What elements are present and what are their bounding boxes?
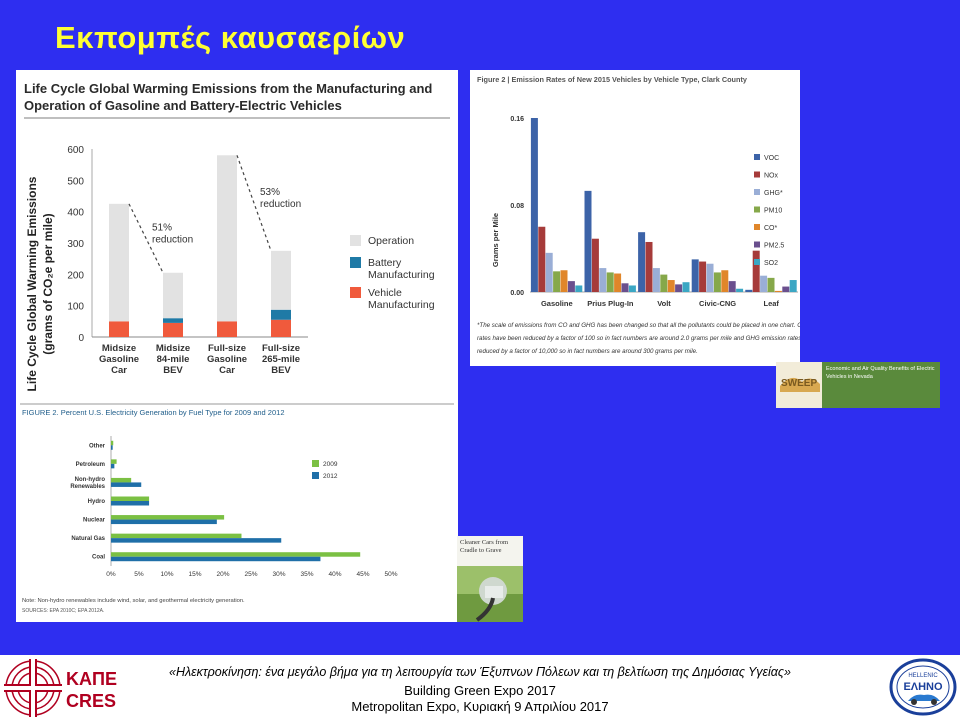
chart3-bar bbox=[692, 259, 699, 292]
chart3-ytick-label: 0.00 bbox=[510, 290, 524, 297]
chart3-note-line: reduced by a factor of 10,000 so in fact numbers are around 300 grams per mile. bbox=[477, 348, 698, 355]
chart2-bar bbox=[111, 459, 117, 464]
footer-event-title: «Ηλεκτροκίνηση: ένα μεγάλο βήμα για τη λειτουργία των Έξυπνων Πόλεων και τη βελτίωση της Δημόσιας Υγείας» bbox=[169, 665, 791, 679]
slide-title: Εκπομπές καυσαερίων bbox=[55, 20, 406, 55]
chart3-bar bbox=[782, 287, 789, 292]
chart3-bar bbox=[538, 227, 545, 292]
chart3-bar bbox=[775, 291, 782, 292]
chart2-category-label: Renewables bbox=[70, 483, 105, 490]
chart3-legend-label: CO* bbox=[764, 225, 778, 232]
chart3-note-line: *The scale of emissions from CO and GHG has been changed so that all the pollutants could be placed in one chart. CO emission bbox=[477, 322, 800, 329]
chart1-reduction-annotation: reduction bbox=[152, 234, 194, 246]
chart1-category-label: BEV bbox=[163, 365, 183, 376]
chart1-ylabel-line1: Life Cycle Global Warming Emissions bbox=[25, 176, 39, 392]
chart2-category-label: Non-hydro bbox=[74, 476, 105, 483]
chart3-bar bbox=[753, 251, 760, 292]
sweep-logo-text: SWEEP bbox=[781, 378, 818, 389]
chart1-category-label: BEV bbox=[271, 365, 291, 376]
chart2-category-label: Coal bbox=[91, 554, 105, 561]
chart1-bar-segment bbox=[163, 273, 183, 318]
chart2-bar bbox=[111, 534, 241, 539]
chart3-bar bbox=[568, 281, 575, 292]
chart1-legend-swatch bbox=[350, 257, 361, 268]
chart2-xtick-label: 0% bbox=[106, 571, 116, 578]
chart3-bar bbox=[707, 264, 714, 292]
chart3-legend-label: VOC bbox=[764, 155, 780, 162]
chart2-bar bbox=[111, 557, 320, 562]
chart3-bar bbox=[592, 239, 599, 292]
chart3-bar bbox=[653, 268, 660, 292]
chart2-xtick-label: 5% bbox=[134, 571, 144, 578]
chart3-legend-swatch bbox=[754, 189, 760, 195]
chart3-bar bbox=[729, 281, 736, 292]
chart3-bar bbox=[683, 282, 690, 292]
chart3-bar bbox=[614, 274, 621, 292]
chart3-category-label: Leaf bbox=[763, 299, 779, 308]
chart3-legend-label: NOx bbox=[764, 172, 778, 180]
chart1-category-label: Gasoline bbox=[206, 354, 248, 365]
chart2-category-label: Hydro bbox=[87, 499, 105, 505]
chart2-xtick-label: 15% bbox=[188, 571, 202, 578]
chart2-bar bbox=[111, 445, 113, 450]
chart3-bar bbox=[736, 289, 743, 292]
chart2-xtick-label: 45% bbox=[356, 571, 370, 578]
chart1-ytick-label: 200 bbox=[67, 270, 84, 282]
chart3-bar bbox=[575, 285, 582, 292]
chart1-ytick-label: 400 bbox=[67, 207, 84, 219]
chart2-legend-label: 2012 bbox=[323, 473, 338, 480]
chart2-bar bbox=[111, 478, 131, 483]
chart3-legend-swatch bbox=[754, 259, 760, 265]
chart3-bar bbox=[561, 270, 568, 292]
chart1-category-label: Car bbox=[111, 365, 127, 376]
footer-expo-name: Building Green Expo 2017 bbox=[404, 683, 556, 698]
eliino-logo-subtext: HELLENIC bbox=[908, 673, 938, 679]
sweep-report-cover bbox=[776, 362, 940, 408]
chart2-bar bbox=[111, 520, 217, 525]
chart1-ytick-label: 500 bbox=[67, 176, 84, 188]
chart2-xtick-label: 20% bbox=[216, 571, 230, 578]
chart3-bar bbox=[721, 270, 728, 292]
chart3-category-label: Civic-CNG bbox=[699, 299, 737, 308]
chart1-category-label: Full-size bbox=[261, 343, 301, 354]
chart2-bar bbox=[111, 552, 360, 557]
chart3-title: Figure 2 | Emission Rates of New 2015 Vehicles by Vehicle Type, Clark County bbox=[477, 75, 747, 84]
chart2-xtick-label: 50% bbox=[384, 571, 398, 578]
chart3-legend-label: PM2.5 bbox=[764, 242, 785, 250]
chart3-bar bbox=[660, 275, 667, 292]
chart1-legend-label: Manufacturing bbox=[368, 269, 435, 281]
chart3-bar bbox=[607, 272, 614, 292]
chart2-bar bbox=[111, 515, 224, 520]
book-cover-thumbnail bbox=[457, 536, 523, 622]
sweep-report-title: Economic and Air Quality Benefits of Electric Vehicles in Nevada bbox=[826, 366, 935, 381]
chart3-legend-swatch bbox=[754, 242, 760, 248]
chart3-category-label: Prius Plug-In bbox=[587, 299, 634, 308]
chart1-category-label: Full-size bbox=[207, 343, 247, 354]
emission-rates-chart bbox=[470, 70, 800, 366]
chart2-bar bbox=[111, 464, 114, 469]
chart1-title-line2: Operation of Gasoline and Battery-Electric Vehicles bbox=[24, 98, 342, 113]
chart1-legend-label: Vehicle bbox=[368, 287, 402, 299]
chart1-bar-segment bbox=[163, 318, 183, 323]
chart1-legend-swatch bbox=[350, 287, 361, 298]
chart3-bar bbox=[760, 276, 767, 292]
chart3-bar bbox=[745, 290, 752, 292]
chart3-legend-swatch bbox=[754, 224, 760, 230]
chart3-legend-swatch bbox=[754, 207, 760, 213]
chart3-ytick-label: 0.16 bbox=[510, 116, 524, 123]
chart1-legend-label: Battery bbox=[368, 257, 402, 269]
chart3-category-label: Volt bbox=[657, 299, 671, 308]
chart2-category-label: Other bbox=[88, 443, 105, 450]
chart1-bar-segment bbox=[217, 155, 237, 321]
chart3-bar bbox=[668, 280, 675, 292]
chart3-legend-label: PM10 bbox=[764, 207, 783, 215]
chart2-category-label: Petroleum bbox=[75, 461, 105, 468]
chart1-category-label: 265-mile bbox=[261, 354, 301, 365]
chart1-ytick-label: 100 bbox=[67, 301, 84, 313]
chart1-reduction-annotation: 51% bbox=[152, 222, 173, 234]
chart3-bar bbox=[622, 283, 629, 292]
chart1-category-label: Gasoline bbox=[98, 354, 140, 365]
chart2-category-label: Nuclear bbox=[82, 517, 105, 524]
book-title: Cleaner Cars from Cradle to Grave bbox=[460, 539, 509, 555]
chart1-reduction-annotation: 53% bbox=[260, 187, 281, 199]
eliino-logo-text: ΕΛΗΝΟ bbox=[903, 681, 943, 693]
chart2-xtick-label: 30% bbox=[272, 571, 286, 578]
chart1-bar-segment bbox=[109, 321, 129, 337]
chart3-bar bbox=[546, 253, 553, 292]
emission-rates-panel bbox=[470, 70, 800, 366]
chart1-legend-label: Operation bbox=[368, 235, 415, 247]
chart1-ytick-label: 300 bbox=[67, 239, 84, 250]
chart1-bar-segment bbox=[271, 320, 291, 337]
chart3-bar bbox=[531, 118, 538, 292]
chart3-bar bbox=[599, 268, 606, 292]
chart3-legend-swatch bbox=[754, 172, 760, 178]
chart1-title-line1: Life Cycle Global Warming Emissions from the Manufacturing and bbox=[24, 81, 433, 96]
chart3-bar bbox=[675, 284, 682, 292]
chart3-ylabel: Grams per Mile bbox=[491, 212, 500, 268]
footer-expo-date: Metropolitan Expo, Κυριακή 9 Απριλίου 2017 bbox=[351, 699, 609, 714]
chart1-bar-segment bbox=[109, 204, 129, 321]
chart2-xtick-label: 10% bbox=[160, 571, 174, 578]
chart2-xtick-label: 40% bbox=[328, 571, 342, 578]
chart2-legend-swatch bbox=[312, 472, 319, 479]
chart2-category-label: Natural Gas bbox=[71, 536, 105, 543]
chart3-bar bbox=[790, 280, 797, 292]
chart3-bar bbox=[638, 232, 645, 292]
chart3-ytick-label: 0.08 bbox=[510, 203, 524, 210]
chart3-bar bbox=[646, 242, 653, 292]
chart2-legend-swatch bbox=[312, 460, 319, 467]
slide-footer bbox=[0, 655, 960, 720]
lifecycle-emissions-chart bbox=[16, 70, 458, 400]
kape-logo-text: ΚΑΠΕ bbox=[66, 669, 118, 689]
chart3-bar bbox=[585, 191, 592, 292]
chart1-bar-segment bbox=[163, 323, 183, 337]
chart2-note: Note: Non-hydro renewables include wind, solar, and geothermal electricity generation. bbox=[22, 598, 245, 604]
charging-plug-image bbox=[457, 536, 523, 622]
chart2-xtick-label: 35% bbox=[300, 571, 314, 578]
electricity-generation-chart bbox=[16, 400, 458, 622]
chart3-note-line: rates have been reduced by a factor of 100 so in fact numbers are around 2.0 grams per mile and GHG emission rates have been bbox=[477, 335, 800, 342]
chart2-legend-label: 2009 bbox=[323, 461, 338, 468]
chart2-bar bbox=[111, 538, 281, 543]
chart1-legend-swatch bbox=[350, 235, 361, 246]
chart1-category-label: Midsize bbox=[101, 343, 137, 354]
chart3-category-label: Gasoline bbox=[540, 299, 573, 308]
chart2-bar bbox=[111, 482, 141, 487]
chart1-bar-segment bbox=[271, 310, 291, 320]
chart1-category-label: Car bbox=[219, 365, 235, 376]
chart1-ylabel-line2: (grams of CO₂e per mile) bbox=[41, 213, 55, 355]
chart2-xtick-label: 25% bbox=[244, 571, 258, 578]
chart3-legend-swatch bbox=[754, 154, 760, 160]
chart3-legend-label: SO2 bbox=[764, 260, 779, 267]
chart1-category-label: 84-mile bbox=[156, 354, 190, 365]
chart1-category-label: Midsize bbox=[155, 343, 191, 354]
lifecycle-emissions-panel bbox=[16, 70, 458, 400]
chart1-reduction-annotation: reduction bbox=[260, 199, 302, 211]
chart1-ytick-label: 0 bbox=[78, 333, 84, 344]
chart1-bar-segment bbox=[217, 321, 237, 337]
chart2-bar bbox=[111, 501, 149, 506]
chart2-bar bbox=[111, 497, 149, 502]
chart1-bar-segment bbox=[271, 251, 291, 310]
sweep-report-thumbnail bbox=[776, 362, 940, 408]
electricity-generation-panel bbox=[16, 400, 458, 622]
chart3-bar bbox=[699, 262, 706, 292]
chart2-title: FIGURE 2. Percent U.S. Electricity Generation by Fuel Type for 2009 and 2012 bbox=[22, 408, 285, 417]
chart2-bar bbox=[111, 441, 113, 446]
chart3-bar bbox=[768, 278, 775, 292]
chart3-bar bbox=[553, 271, 560, 292]
chart2-sources: SOURCES: EPA 2010C; EPA 2012A. bbox=[22, 608, 105, 614]
chart3-bar bbox=[714, 272, 721, 292]
cres-logo-text: CRES bbox=[66, 691, 117, 711]
eliino-logo bbox=[888, 657, 958, 717]
chart1-ytick-label: 600 bbox=[67, 145, 84, 156]
chart3-legend-label: GHG* bbox=[764, 190, 783, 197]
chart3-bar bbox=[629, 285, 636, 292]
chart1-legend-label: Manufacturing bbox=[368, 299, 435, 311]
